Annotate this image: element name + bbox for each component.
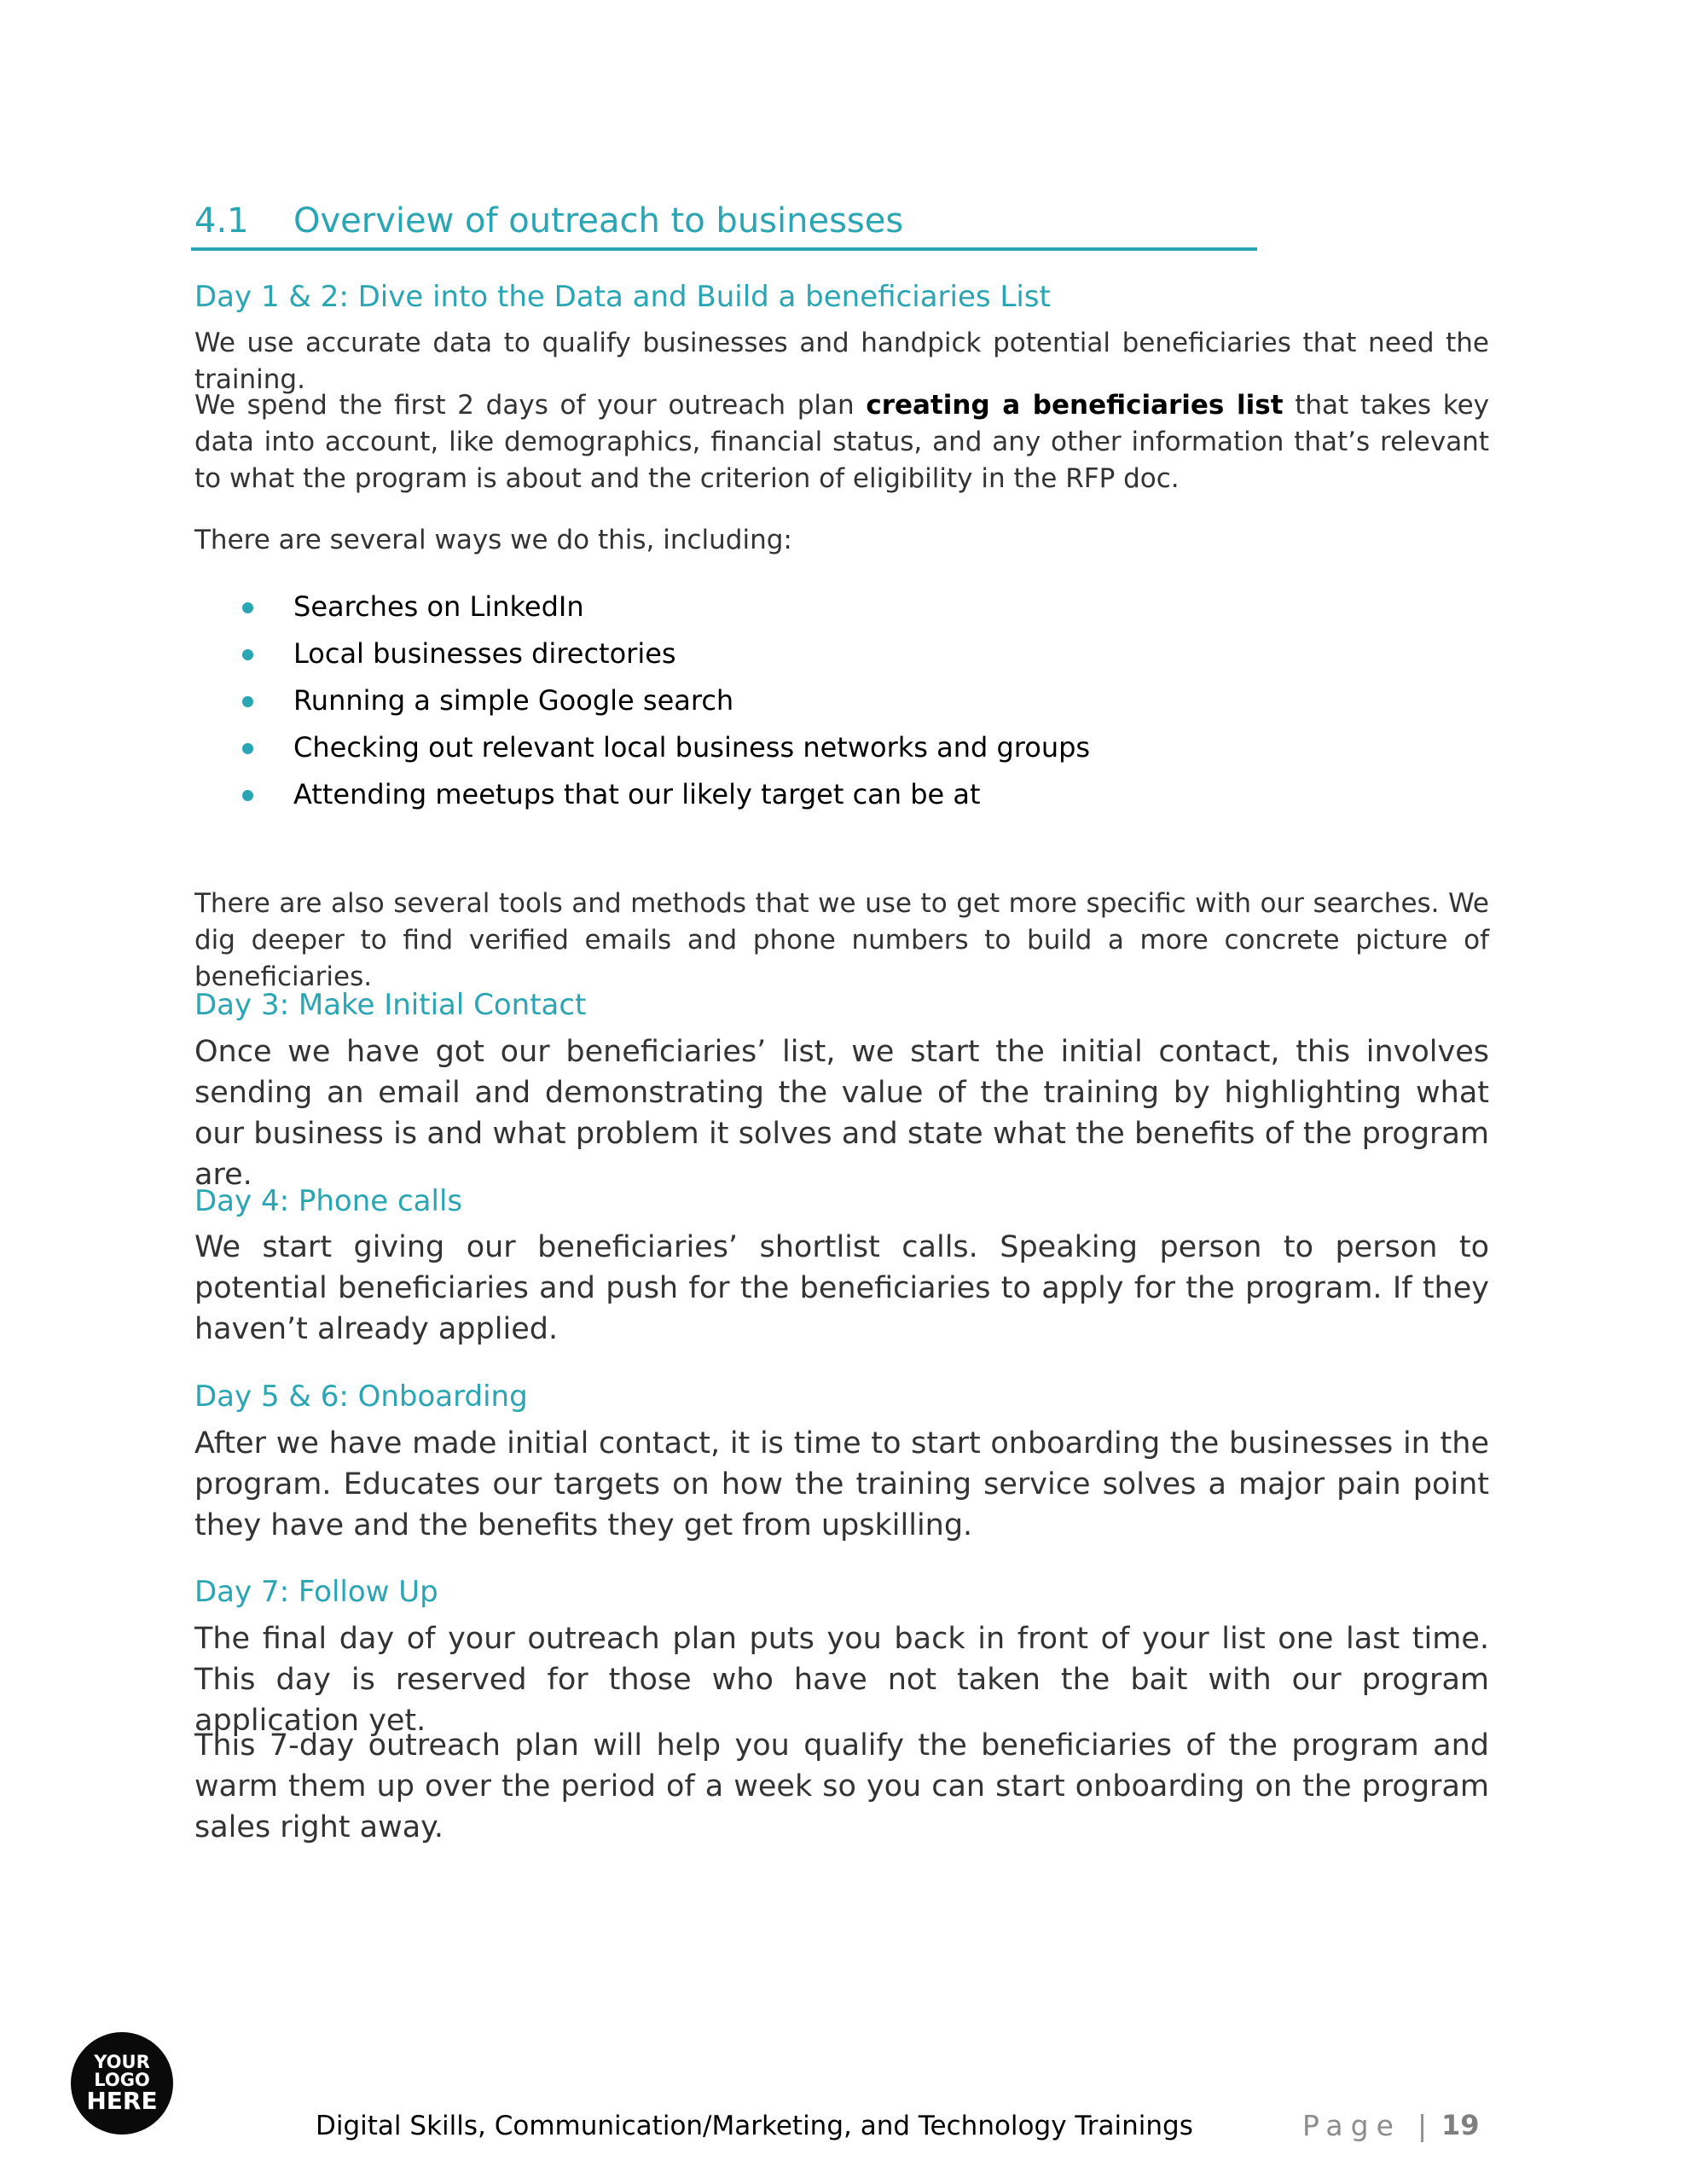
list-item [194,630,1218,677]
day3-heading: Day 3: Make Initial Contact [194,988,587,1022]
day12-intro: We use accurate data to qualify businesses and handpick potential beneficiaries that need the training. [194,328,1489,395]
bullet-icon [242,649,253,660]
list-item [194,677,1218,724]
bullet-icon [242,602,253,613]
list-item-text: Checking out relevant local business networks and groups [293,731,1091,764]
day12-para-end: that takes key data into account, like demographics, financial status, and any other information that’s relevant to what the program is about and the criterion of eligibility in the RFP doc. [194,390,1489,494]
day4-body: We start giving our beneficiaries’ shortlist calls. Speaking person to person to potential beneficiaries and push for the beneficiaries to apply for the program. If they haven’t already applied. [194,1230,1489,1346]
day7-heading: Day 7: Follow Up [194,1575,438,1609]
list-item-text: Attending meetups that our likely target can be at [293,778,981,810]
tools-paragraph: There are also several tools and methods that we use to get more specific with our searches. We dig deeper to find verified emails and phone numbers to build a more concrete picture of beneficiaries. [194,888,1489,992]
day7-body: The final day of your outreach plan puts you back in front of your list one last time. This day is reserved for those who have not taken the bait with our program application yet. [194,1622,1489,1738]
bullet-icon [242,696,253,707]
day56-body: After we have made initial contact, it is time to start onboarding the businesses in the program. Educates our targets on how the training service solves a major pain point they have and the benefits they get from upskilling. [194,1426,1489,1542]
day12-heading: Day 1 & 2: Dive into the Data and Build a beneficiaries List [194,280,1051,314]
list-item-text: Running a simple Google search [293,684,734,717]
list-item [194,771,1218,818]
list-item [194,724,1218,771]
day12-para-start: We spend the first 2 days of your outreach plan [194,390,867,421]
day12-paragraph [194,387,1489,497]
logo-line-3: HERE [86,2087,158,2115]
logo-line-1: YOUR [94,2052,150,2072]
page-number: 19 [1441,2109,1480,2141]
footer-title: Digital Skills, Communication/Marketing, and Technology Trainings [316,2111,1193,2141]
bullet-icon [242,790,253,801]
logo-line-2: LOGO [94,2070,150,2090]
section-heading [191,195,1257,251]
list-item [194,584,1218,630]
logo [71,2032,173,2135]
ways-list [194,584,1218,818]
list-item-text: Searches on LinkedIn [293,590,584,623]
ways-intro: There are several ways we do this, including: [194,525,792,555]
day12-para-bold: creating a beneficiaries list [866,390,1284,421]
day3-body: Once we have got our beneficiaries’ list, we start the initial contact, this involves sending an email and demonstrating the value of the training by highlighting what our business is and what problem it solves and state what the benefits of the program are. [194,1035,1489,1192]
page-separator: | [1417,2109,1428,2142]
page-label: Page [1302,2109,1401,2142]
bullet-icon [242,743,253,754]
day56-heading: Day 5 & 6: Onboarding [194,1380,528,1414]
section-number: 4.1 [194,201,249,241]
closing-paragraph: This 7-day outreach plan will help you qualify the beneficiaries of the program and warm them up over the period of a week so you can start onboarding on the program sales right away. [194,1728,1489,1844]
list-item-text: Local businesses directories [293,637,676,670]
section-title: Overview of outreach to businesses [293,201,904,241]
day4-heading: Day 4: Phone calls [194,1184,463,1218]
